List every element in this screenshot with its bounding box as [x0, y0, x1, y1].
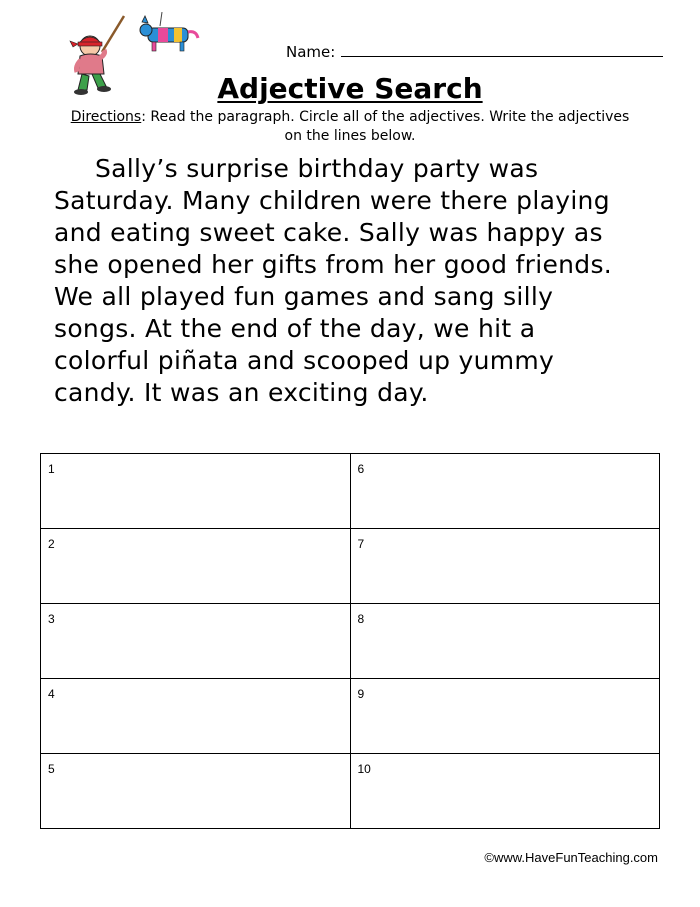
directions	[60, 108, 640, 146]
answer-cell[interactable]: 6	[350, 454, 660, 529]
paragraph-line: We all played fun games and sang silly	[54, 282, 554, 311]
answer-cell[interactable]: 1	[41, 454, 351, 529]
answer-cell[interactable]: 3	[41, 604, 351, 679]
table-row	[41, 679, 660, 754]
answer-cell[interactable]: 7	[350, 529, 660, 604]
paragraph-line: she opened her gifts from her good friends.	[54, 250, 613, 279]
answer-cell[interactable]: 2	[41, 529, 351, 604]
paragraph-line: and eating sweet cake. Sally was happy as	[54, 218, 603, 247]
page-title: Adjective Search	[217, 72, 483, 105]
table-row	[41, 529, 660, 604]
directions-label: Directions	[70, 109, 142, 125]
answer-table	[40, 453, 660, 829]
answer-cell[interactable]: 9	[350, 679, 660, 754]
answer-cell[interactable]: 8	[350, 604, 660, 679]
name-field	[286, 42, 663, 61]
answer-cell[interactable]: 5	[41, 754, 351, 829]
answer-cell[interactable]: 4	[41, 679, 351, 754]
paragraph-line: Sally’s surprise birthday party was	[95, 154, 539, 183]
table-row	[41, 754, 660, 829]
name-label: Name:	[286, 43, 336, 61]
directions-text: : Read the paragraph. Circle all of the adjectives. Write the adjectives on the lines below.	[141, 109, 630, 144]
paragraph-line: songs. At the end of the day, we hit a	[54, 314, 536, 343]
paragraph-line: candy. It was an exciting day.	[54, 378, 429, 407]
pinata-icon	[140, 16, 198, 51]
table-row	[41, 454, 660, 529]
copyright-footer: ©www.HaveFunTeaching.com	[484, 850, 658, 865]
table-row	[41, 604, 660, 679]
reading-paragraph	[54, 153, 654, 409]
paragraph-line: colorful piñata and scooped up yummy	[54, 346, 555, 375]
name-blank-line[interactable]	[341, 42, 663, 57]
paragraph-line: Saturday. Many children were there playing	[54, 186, 610, 215]
answer-cell[interactable]: 10	[350, 754, 660, 829]
